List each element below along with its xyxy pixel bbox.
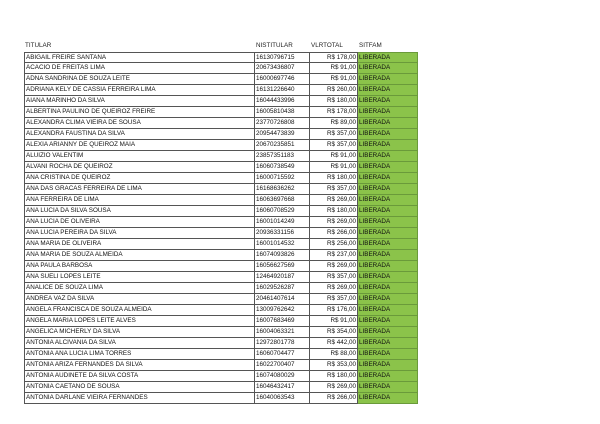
cell-titular: ANA PAULA BARBOSA [24, 261, 255, 272]
cell-titular: ANTONIA AUDINETE DA SILVA COSTA [24, 371, 255, 382]
table-row [24, 250, 418, 261]
table-row [24, 239, 418, 250]
cell-nis: 16005810438 [255, 107, 310, 118]
cell-nis: 12464920187 [255, 272, 310, 283]
cell-situacao: LIBERADA [358, 217, 418, 228]
cell-titular: ANGELA FRANCISCA DE SOUZA ALMEIDA [24, 305, 255, 316]
cell-nis: 16029526287 [255, 283, 310, 294]
cell-titular: ANGELICA MICHERLY DA SILVA [24, 327, 255, 338]
cell-nis: 16168636262 [255, 184, 310, 195]
cell-titular: ANTONIA ALCIVANIA DA SILVA [24, 338, 255, 349]
cell-situacao: LIBERADA [358, 327, 418, 338]
cell-titular: ANTONIA CAETANO DE SOUSA [24, 382, 255, 393]
header-nis: NISTITULAR [256, 42, 293, 49]
cell-situacao: LIBERADA [358, 118, 418, 129]
cell-nis: 16000715592 [255, 173, 310, 184]
table-row [24, 371, 418, 382]
table-row [24, 327, 418, 338]
cell-valor: R$ 178,00 [310, 52, 358, 63]
cell-nis: 16130796715 [255, 52, 310, 63]
cell-nis: 20673436807 [255, 63, 310, 74]
cell-situacao: LIBERADA [358, 173, 418, 184]
table-row [24, 96, 418, 107]
table-row [24, 261, 418, 272]
cell-nis: 16074080029 [255, 371, 310, 382]
cell-titular: AIANA MARINHO DA SILVA [24, 96, 255, 107]
cell-valor: R$ 180,00 [310, 173, 358, 184]
cell-situacao: LIBERADA [358, 283, 418, 294]
header-titular: TITULAR [25, 42, 52, 49]
cell-titular: ADNA SANDRINA DE SOUZA LEITE [24, 74, 255, 85]
cell-valor: R$ 237,00 [310, 250, 358, 261]
cell-titular: ANTONIA DARLANE VIEIRA FERNANDES [24, 393, 255, 404]
cell-nis: 23770726808 [255, 118, 310, 129]
table-row [24, 129, 418, 140]
cell-valor: R$ 269,00 [310, 217, 358, 228]
cell-valor: R$ 357,00 [310, 129, 358, 140]
cell-titular: ALBERTINA PAULINO DE QUEIROZ FREIRE [24, 107, 255, 118]
cell-nis: 16007683469 [255, 316, 310, 327]
cell-valor: R$ 91,00 [310, 151, 358, 162]
cell-situacao: LIBERADA [358, 239, 418, 250]
cell-valor: R$ 269,00 [310, 261, 358, 272]
cell-valor: R$ 266,00 [310, 393, 358, 404]
cell-titular: ALEXANDRA CLIMA VIEIRA DE SOUSA [24, 118, 255, 129]
cell-valor: R$ 269,00 [310, 195, 358, 206]
cell-situacao: LIBERADA [358, 382, 418, 393]
table-row [24, 283, 418, 294]
table-row [24, 162, 418, 173]
cell-titular: ANALICE DE SOUZA LIMA [24, 283, 255, 294]
cell-valor: R$ 91,00 [310, 63, 358, 74]
cell-situacao: LIBERADA [358, 96, 418, 107]
cell-valor: R$ 178,00 [310, 107, 358, 118]
cell-situacao: LIBERADA [358, 107, 418, 118]
table-row [24, 85, 418, 96]
cell-nis: 16063697668 [255, 195, 310, 206]
cell-nis: 16046432417 [255, 382, 310, 393]
cell-titular: ANA SUELI LOPES LEITE [24, 272, 255, 283]
cell-situacao: LIBERADA [358, 250, 418, 261]
cell-titular: ANA FERREIRA DE LIMA [24, 195, 255, 206]
cell-valor: R$ 180,00 [310, 371, 358, 382]
table-row [24, 316, 418, 327]
cell-nis: 12972801778 [255, 338, 310, 349]
cell-situacao: LIBERADA [358, 349, 418, 360]
cell-valor: R$ 353,00 [310, 360, 358, 371]
cell-titular: ANA CRISTINA DE QUEIROZ [24, 173, 255, 184]
cell-nis: 16040063543 [255, 393, 310, 404]
cell-valor: R$ 91,00 [310, 74, 358, 85]
cell-valor: R$ 180,00 [310, 206, 358, 217]
cell-valor: R$ 256,00 [310, 239, 358, 250]
cell-situacao: LIBERADA [358, 338, 418, 349]
cell-titular: ACACIO DE FREITAS LIMA [24, 63, 255, 74]
cell-titular: ALVANI ROCHA DE QUEIROZ [24, 162, 255, 173]
data-table [24, 52, 418, 404]
table-row [24, 228, 418, 239]
cell-nis: 13009762642 [255, 305, 310, 316]
cell-nis: 16056627569 [255, 261, 310, 272]
cell-nis: 20954473839 [255, 129, 310, 140]
cell-nis: 16022700407 [255, 360, 310, 371]
table-row [24, 305, 418, 316]
table-row [24, 382, 418, 393]
cell-titular: ALEXANDRA FAUSTINA DA SILVA [24, 129, 255, 140]
cell-situacao: LIBERADA [358, 206, 418, 217]
cell-nis: 16044433996 [255, 96, 310, 107]
cell-situacao: LIBERADA [358, 228, 418, 239]
cell-situacao: LIBERADA [358, 63, 418, 74]
cell-nis: 16131226640 [255, 85, 310, 96]
cell-nis: 23857351183 [255, 151, 310, 162]
table-row [24, 217, 418, 228]
cell-titular: ANTONIA ANA LUCIA LIMA TORRES [24, 349, 255, 360]
cell-nis: 16001014532 [255, 239, 310, 250]
cell-situacao: LIBERADA [358, 305, 418, 316]
cell-titular: ALEXIA ARIANNY DE QUEIROZ MAIA [24, 140, 255, 151]
cell-situacao: LIBERADA [358, 294, 418, 305]
cell-valor: R$ 354,00 [310, 327, 358, 338]
table-row [24, 118, 418, 129]
cell-situacao: LIBERADA [358, 316, 418, 327]
cell-nis: 16060738549 [255, 162, 310, 173]
cell-valor: R$ 88,00 [310, 349, 358, 360]
cell-titular: ANA MARIA DE OLIVEIRA [24, 239, 255, 250]
cell-situacao: LIBERADA [358, 272, 418, 283]
cell-situacao: LIBERADA [358, 140, 418, 151]
cell-situacao: LIBERADA [358, 74, 418, 85]
cell-titular: ABIGAIL FREIRE SANTANA [24, 52, 255, 63]
table-row [24, 173, 418, 184]
cell-situacao: LIBERADA [358, 360, 418, 371]
table-row [24, 338, 418, 349]
cell-titular: ANA LUCIA PEREIRA DA SILVA [24, 228, 255, 239]
cell-nis: 16074093826 [255, 250, 310, 261]
cell-nis: 16060704477 [255, 349, 310, 360]
cell-situacao: LIBERADA [358, 129, 418, 140]
header-situacao: SITFAM [359, 42, 382, 49]
cell-valor: R$ 89,00 [310, 118, 358, 129]
cell-valor: R$ 269,00 [310, 382, 358, 393]
cell-nis: 20936331156 [255, 228, 310, 239]
cell-titular: ADRIANA KELY DE CASSIA FERREIRA LIMA [24, 85, 255, 96]
cell-titular: ANA LUCIA DA SILVA SOUSA [24, 206, 255, 217]
table-row [24, 393, 418, 404]
cell-situacao: LIBERADA [358, 393, 418, 404]
cell-situacao: LIBERADA [358, 151, 418, 162]
table-row [24, 107, 418, 118]
cell-titular: ANA LUCIA DE OLIVEIRA [24, 217, 255, 228]
cell-valor: R$ 357,00 [310, 184, 358, 195]
table-row [24, 294, 418, 305]
cell-titular: ANGELA MARIA LOPES LEITE ALVES [24, 316, 255, 327]
cell-situacao: LIBERADA [358, 195, 418, 206]
cell-titular: ANTONIA ARIZA FERNANDES DA SILVA [24, 360, 255, 371]
cell-valor: R$ 266,00 [310, 228, 358, 239]
cell-valor: R$ 180,00 [310, 96, 358, 107]
table-row [24, 195, 418, 206]
cell-valor: R$ 176,00 [310, 305, 358, 316]
spreadsheet [24, 41, 418, 404]
table-row [24, 272, 418, 283]
cell-valor: R$ 269,00 [310, 283, 358, 294]
cell-nis: 20461407614 [255, 294, 310, 305]
cell-situacao: LIBERADA [358, 52, 418, 63]
table-row [24, 349, 418, 360]
cell-nis: 16004063321 [255, 327, 310, 338]
cell-nis: 20670235851 [255, 140, 310, 151]
cell-situacao: LIBERADA [358, 162, 418, 173]
cell-valor: R$ 260,00 [310, 85, 358, 96]
table-row [24, 74, 418, 85]
cell-nis: 16001014249 [255, 217, 310, 228]
cell-situacao: LIBERADA [358, 85, 418, 96]
cell-valor: R$ 91,00 [310, 316, 358, 327]
table-row [24, 206, 418, 217]
table-row [24, 184, 418, 195]
cell-valor: R$ 357,00 [310, 272, 358, 283]
cell-valor: R$ 91,00 [310, 162, 358, 173]
cell-titular: ALUIZIO VALENTIM [24, 151, 255, 162]
cell-situacao: LIBERADA [358, 184, 418, 195]
cell-titular: ANA DAS GRACAS FERREIRA DE LIMA [24, 184, 255, 195]
header-row [24, 41, 418, 52]
cell-valor: R$ 357,00 [310, 140, 358, 151]
cell-valor: R$ 357,00 [310, 294, 358, 305]
table-row [24, 140, 418, 151]
cell-titular: ANA MARIA DE SOUZA ALMEIDA [24, 250, 255, 261]
cell-situacao: LIBERADA [358, 371, 418, 382]
cell-nis: 16000697746 [255, 74, 310, 85]
table-row [24, 52, 418, 63]
cell-situacao: LIBERADA [358, 261, 418, 272]
table-row [24, 63, 418, 74]
cell-nis: 16060708529 [255, 206, 310, 217]
table-row [24, 360, 418, 371]
table-row [24, 151, 418, 162]
cell-titular: ANDREA VAZ DA SILVA [24, 294, 255, 305]
cell-valor: R$ 442,00 [310, 338, 358, 349]
header-valor: VLRTOTAL [311, 42, 343, 49]
